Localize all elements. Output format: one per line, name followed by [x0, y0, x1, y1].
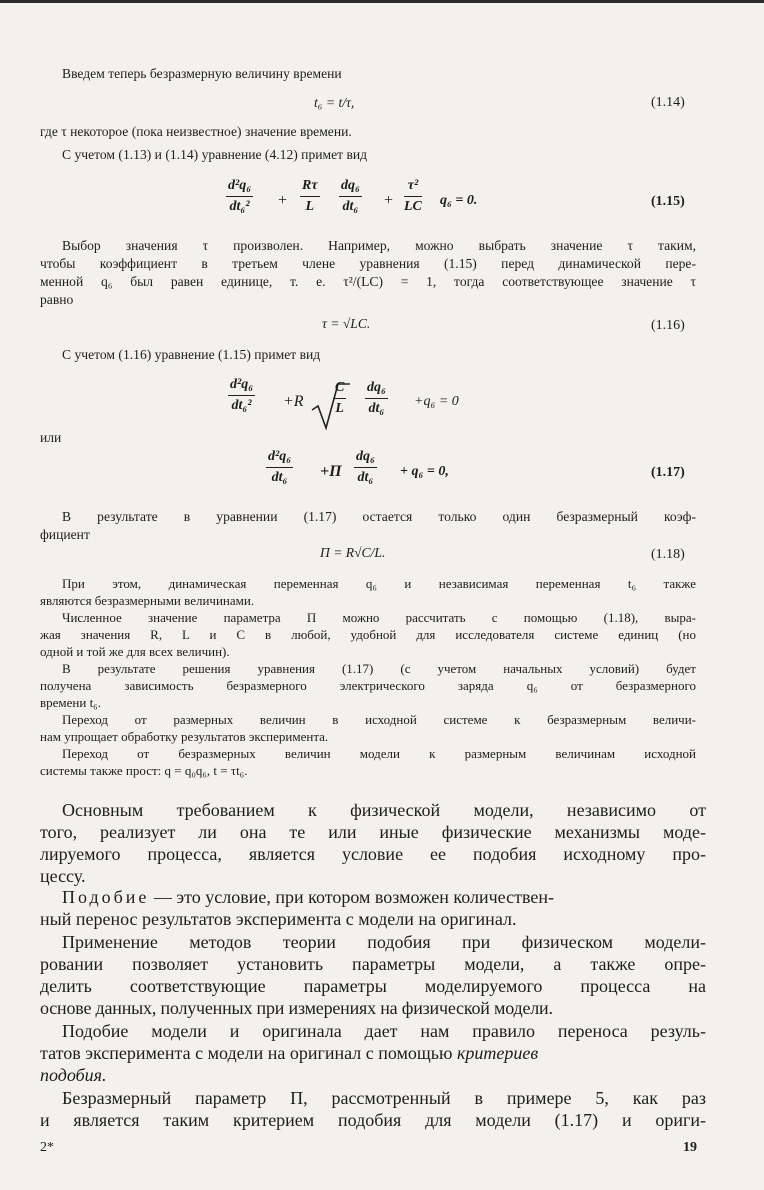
text-line: Подобие — это условие, при котором возможен количествен-: [62, 887, 554, 907]
text-line: фициент: [40, 527, 90, 542]
text-line: Переход от размерных величин в исходной системе к безразмерным величи-: [62, 712, 696, 727]
fraction: $\frac{\text{dq₆}}{\text{dt₆}}$: [356, 449, 375, 485]
text-line: нам упрощает обработку результатов эксперимента.: [40, 729, 329, 744]
text-line: В результате в уравнении (1.17) остается только один безразмерный коэф-: [62, 509, 696, 524]
text-line: системы также прост: q = q₀q₆, t = τt₆.: [40, 763, 248, 778]
text-line: Безразмерный параметр П, рассмотренный в примере 5, как раз: [62, 1088, 706, 1108]
text-line: являются безразмерными величинами.: [40, 593, 255, 608]
text-line: чтобы коэффициент в третьем члене уравнения (1.15) перед динамической пере-: [40, 256, 696, 271]
text-line: равно: [40, 292, 74, 307]
text-line: и является таким критерием подобия для модели (1.17) и ориги-: [40, 1110, 706, 1130]
fraction: $\frac{\text{dq₆}}{\text{dt₆}}$: [367, 380, 386, 416]
fraction: $\frac{\text{d²q₆}}{\text{dt₆}}$: [268, 449, 292, 485]
equation-number: (1.17): [651, 465, 685, 480]
text-line: С учетом (1.13) и (1.14) уравнение (4.12) примет вид: [62, 147, 368, 162]
fraction: $\frac{C}{L}$: [335, 380, 345, 416]
scan-edge-line: [0, 0, 764, 3]
text-line: ный перенос результатов эксперимента с модели на оригинал.: [40, 909, 517, 929]
text-line: Применение методов теории подобия при физическом модели-: [62, 932, 706, 952]
text-line: времени t₆.: [40, 695, 101, 710]
text-line: Подобие модели и оригинала дает нам правило переноса резуль-: [62, 1021, 706, 1041]
fraction: $\frac{\text{d²q₆}}{\text{dt₆²}}$: [228, 178, 252, 214]
text-line: Выбор значения τ произволен. Например, можно выбрать значение τ таким,: [62, 238, 696, 253]
fraction: $\frac{R\tau}{L}$: [302, 178, 318, 214]
text-line: цессу.: [40, 866, 86, 886]
text-line: С учетом (1.16) уравнение (1.15) примет вид: [62, 347, 321, 362]
text-line: Переход от безразмерных величин модели к размерным величинам исходной: [62, 746, 696, 761]
text-line: Основным требованием к физической модели, независимо от: [62, 800, 706, 820]
text-line: получена зависимость безразмерного электрического заряда q₆ от безразмерного: [40, 678, 696, 693]
text-line: подобия.: [40, 1065, 107, 1085]
text-line: татов эксперимента с модели на оригинал с помощью критериев: [40, 1043, 539, 1063]
text-line: Введем теперь безразмерную величину времени: [62, 66, 342, 81]
equation-1-16: τ = √LC.: [322, 316, 371, 331]
equation-number: (1.18): [651, 547, 685, 562]
equation-number: (1.15): [651, 194, 685, 209]
equation-number: (1.14): [651, 95, 685, 110]
fraction: $\frac{\text{d²q₆}}{\text{dt₆²}}$: [230, 377, 254, 413]
fraction: $\frac{\text{τ²}}{LC}$: [404, 178, 422, 214]
text-line: где τ некоторое (пока неизвестное) значение времени.: [40, 124, 352, 139]
equation-1-14: t₆ = t/τ,: [314, 95, 355, 110]
text-line: одной и той же для всех величин).: [40, 644, 230, 659]
page-number: 19: [683, 1140, 697, 1155]
signature-mark: 2*: [40, 1140, 54, 1155]
text-line: В результате решения уравнения (1.17) (с учетом начальных условий) будет: [62, 661, 696, 676]
text-line: делить соответствующие параметры моделируемого процесса на: [40, 976, 706, 996]
fraction: $\frac{\text{dq₆}}{\text{dt₆}}$: [341, 178, 360, 214]
text-line: того, реализует ли она те или иные физические механизмы моде-: [40, 822, 706, 842]
text-line: основе данных, полученных при измерениях на физической модели.: [40, 998, 553, 1018]
equation-number: (1.16): [651, 318, 685, 333]
book-page: Введем теперь безразмерную величину времени t₆ = t/τ, (1.14) где τ некоторое (пока неизвестное) значение времени. С учетом (1.13) и (1.14) уравнение (4.12) примет вид $\frac{\text{d²q₆}}{\text{dt₆²}}$ + $\frac{R\tau}{L}$ $\frac{\text{dq₆}}{\text{dt₆}}$ + $\frac{\text{τ²}}{LC}$ q₆ = 0. (1.15) Выбор значения τ произволен. Например, можно выбрать значение τ таким, чтобы коэффициент в третьем члене уравнения (1.15) перед динамической пере- менной q₆ был равен единице, т. е. τ²/(LC) = 1, тогда соответствующее значение τ равно τ = √LC. (1.16) С учетом (1.16) уравнение (1.15) примет вид $\frac{\text{d²q₆}}{\text{dt₆²}}$ +R $\frac{C}{L}$ $\frac{\text{dq₆}}{\text{dt₆}}$ +q₆ = 0 или $\frac{\text{d²q₆}}{\text{dt₆}}$ +П $\frac{\text{dq₆}}{\text{dt₆}}$ + q₆ = 0, (1.17) В результате в уравнении (1.17) остается только один безразмерный коэф- фициент П = R√C/L. (1.18) При этом, динамическая переменная q₆ и независимая переменная t₆ также являются безразмерными величинами. Численное значение параметра П можно рассчитать с помощью (1.18), выра- жая значения R, L и C в любой, удобной для исследователя системе единиц (но одной и той же для всех величин). В результате решения уравнения (1.17) (с учетом начальных условий) будет получена зависимость безразмерного электрического заряда q₆ от безразмерного времени t₆. Переход от размерных величин в исходной системе к безразмерным величи- нам упрощает обработку результатов эксперимента. Переход от безразмерных величин модели к размерным величинам исходной системы также прост: q = q₀q₆, t = τt₆. Основным требованием к физической модели, независимо от того, реализует ли она те или иные физические механизмы моде- лируемого процесса, является условие ее подобия исходному про- цессу. Подобие — это условие, при котором возможен количествен- ный перенос результатов эксперимента с модели на оригинал. Применение методов теории подобия при физическом модели- ровании позволяет установить параметры модели, а также опре- делить соответствующие параметры моделируемого процесса на основе данных, полученных при измерениях на физической модели. Подобие модели и оригинала дает нам правило переноса резуль- татов эксперимента с модели на оригинал с помощью критериев подобия. Безразмерный параметр П, рассмотренный в примере 5, как раз и является таким критерием подобия для модели (1.17) и ориги- 2* 19: [0, 0, 764, 1190]
equation-1-18: П = R√C/L.: [320, 545, 386, 560]
text-line: Численное значение параметра П можно рассчитать с помощью (1.18), выра-: [62, 610, 696, 625]
term-podobie: Подобие: [62, 887, 150, 907]
text-line: жая значения R, L и C в любой, удобной для исследователя системе единиц (но: [40, 627, 696, 642]
text-line: При этом, динамическая переменная q₆ и независимая переменная t₆ также: [62, 576, 696, 591]
text-line: лируемого процесса, является условие ее подобия исходному про-: [40, 844, 706, 864]
text-line: менной q₆ был равен единице, т. е. τ²/(LC) = 1, тогда соответствующее значение τ: [40, 274, 696, 289]
text-line: или: [40, 430, 62, 445]
text-line: ровании позволяет установить параметры модели, а также опре-: [40, 954, 706, 974]
